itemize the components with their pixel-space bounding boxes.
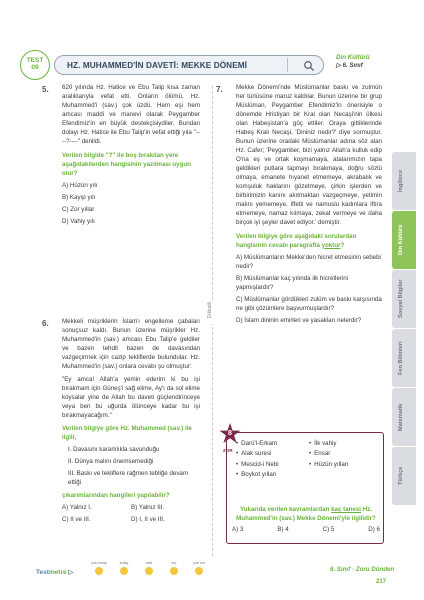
question-number: 8 <box>228 430 232 437</box>
tab-label: Matematik <box>398 403 404 431</box>
options-row <box>62 516 200 525</box>
concept-item: • Ensar <box>309 450 382 459</box>
options-list <box>62 182 200 227</box>
face-label: orta <box>145 561 153 565</box>
tab-label: Sosyal Bilgiler <box>398 279 404 319</box>
question-prompt <box>236 233 382 251</box>
option-a[interactable]: A) Hüzün yılı <box>62 181 98 189</box>
tab-fen-bilimleri[interactable] <box>392 329 416 387</box>
statement-item: I. Davasını kararlılıkla savunduğu <box>68 445 160 453</box>
test-label: TEST <box>26 57 44 64</box>
prompt-end: Hz. Muhammed'in (sav.) Mekke Dönemi'yle ilgilidir? <box>236 506 376 522</box>
logo-part: Test <box>36 569 49 576</box>
tab-label: Fen Bilimleri <box>398 341 404 375</box>
option-b[interactable]: B) Müslümanlar kaç yılında ilk hicretlerini yapmışlardır? <box>236 274 349 291</box>
option-a[interactable]: A) 3 <box>232 526 244 533</box>
question-6 <box>42 318 200 525</box>
tab-sosyal-bilgiler[interactable] <box>392 270 416 328</box>
face-label: çok kolay <box>91 561 107 565</box>
smiley-icon <box>145 567 153 575</box>
options-list <box>236 254 382 326</box>
tab-label: İngilizce <box>398 169 404 193</box>
difficulty-level[interactable] <box>115 562 133 579</box>
side-note-text: Dikkatli <box>207 302 213 319</box>
side-note <box>205 300 219 324</box>
tab-label: Türkçe <box>398 466 404 486</box>
difficulty-level[interactable] <box>165 562 183 579</box>
logo-part: metre <box>48 569 67 576</box>
option-b[interactable]: B) Yalnız III. <box>131 503 165 511</box>
page-header <box>26 54 328 76</box>
grade-label: 6. Sınıf <box>342 62 363 70</box>
concept-list <box>236 440 382 480</box>
difficulty-level[interactable] <box>190 562 208 579</box>
option-d[interactable]: D) Vahiy yılı <box>62 217 95 225</box>
prompt-end: ? <box>340 241 345 249</box>
prompt-text: Yukarıda verilen kavramlardan <box>239 506 332 513</box>
option-c[interactable]: C) 5 <box>322 526 335 533</box>
smiley-icon <box>170 567 178 575</box>
question-text: Mekke Dönemi'nde Müslümanlar baskı ve zulmün her türlüsüne maruz kaldılar. Bunun üzerine bir grup Müslüman, Peygamber Efendimiz'in önerisiyle o dönemde Hristiyan bir Kral olan Necaşi'nin ülkesi olan Habeşistan'a göç ettiler. Oraya gittiklerinde Habeş Kralı Necaşi, 'Dininiz nedir?' diye sormuştur. Bunun üzerine oradaki Müslümanlar adına söz alan Hz. Cafer; 'Peygamber, bizi yalnız Allah'a kulluk edip O'na eş ve ortak koşmamaya, atalarımızın tapa geldikleri putlara tapmayı bırakmaya, doğru sözlü olmaya, emanete hıyanet etmemeye, akrabalık ve komşuluk haklarını gözetmeye, çirkin işlerden ve birbirimizin kanını akıtmaktan vazgeçmeye, yetimin malını yememeye, iffetli ve namuslu kadınlara iftira etmemeye, namaz kılmaya, zekat vermeye ve daha birçok iyi şeyler davet ediyor.' demiştir. <box>236 84 382 226</box>
question-number: 5. <box>42 85 49 94</box>
statement-item: III. Baskı ve tekliflere rağmen tebliğe devam ettiği <box>68 469 189 486</box>
option-c[interactable]: C) Müslümanlar gördükleri zulüm ve baskı karşısında ne gibi çözümlere başvurmuşlardır? <box>236 295 382 312</box>
option-c[interactable]: C) Zor yıllar <box>62 205 95 213</box>
hard-label: ZOR <box>223 448 233 453</box>
search-icon[interactable] <box>303 60 315 72</box>
difficulty-level[interactable] <box>140 562 158 579</box>
question-text: Mekkeli müşriklerin İslam'ı engelleme çabaları sonuçsuz kaldı. Bunun üzerine müşrikler Hz. Muhammed'in (sav.) amcası Ebu Talip'e geldiler ve bazen tehdit bazen de davasından vazgeçirmek için cazip tekliflerde bulundular. Hz. Muhammed'in (sav.) onlara cevabı şu olmuştur: <box>62 318 200 370</box>
question-prompt: Verilen bilgiye göre Hz. Muhammed (sav.) ile ilgili; <box>62 424 192 441</box>
prompt-emphasis: yoktur <box>321 241 341 249</box>
title-bar <box>54 55 324 75</box>
test-badge <box>20 50 50 80</box>
page-number: 217 <box>376 579 387 585</box>
concept-item: • Mescid-i Nebi <box>236 461 309 470</box>
concept-item: • Alak suresi <box>236 450 309 459</box>
question-number: 7. <box>216 85 223 94</box>
question-prompt: Verilen bilgide "?" ile boş bırakılan yere aşağıdakilerden hangisinin yazılması uygun olur? <box>62 151 191 177</box>
difficulty-level[interactable] <box>90 562 108 579</box>
smiley-icon <box>95 567 103 575</box>
difficulty-meter <box>90 562 208 579</box>
tab-label: Din Kültürü <box>398 224 404 256</box>
smiley-icon <box>120 567 128 575</box>
option-d[interactable]: D) I, II ve III. <box>131 515 165 523</box>
option-a[interactable]: A) Yalnız I. <box>62 503 92 511</box>
concept-item: • Darü'l-Erkam <box>236 440 309 449</box>
brand-subject: Din Kültürü <box>336 54 370 61</box>
option-b[interactable]: B) 4 <box>277 526 289 533</box>
prompt-emphasis: kaç tanesi <box>331 506 362 513</box>
options-row <box>232 526 380 535</box>
concept-item: • İlk vahiy <box>309 440 382 449</box>
question-number: 6. <box>42 319 49 328</box>
tab-turkce[interactable] <box>392 447 416 505</box>
question-quote: "Ey amca! Allah'a yemin ederim ki bu işi bırakmam için Güneş'i sağ elime, Ay'ı da sol elime koysalar yine de Allah bu daveti güçlendirinceye veya ben bu uğurda ölünceye kadar bu işi bırakmayacağım." <box>62 375 200 419</box>
concept-item: • Boykot yılları <box>236 471 309 480</box>
tab-ingilizce[interactable] <box>392 152 416 210</box>
face-label: kolay <box>119 561 129 565</box>
subject-tabs <box>392 152 416 506</box>
option-d[interactable]: D) İslam dininin emirleri ve yasakları nelerdir? <box>236 316 362 324</box>
test-number: 09 <box>31 63 39 71</box>
question-prompt <box>234 506 378 524</box>
option-c[interactable]: C) II ve III. <box>62 515 91 523</box>
tab-din-kulturu[interactable] <box>392 211 416 269</box>
title-divider <box>287 58 288 72</box>
option-a[interactable]: A) Müslümanların Mekke'den hicret etmesinin sebebi nedir? <box>236 253 381 270</box>
face-label: zor <box>171 561 177 565</box>
face-label: çok zor <box>192 561 206 565</box>
question-text: 620 yılında Hz. Hatice ve Ebu Talip kısa zaman aralıklarıyla vefat etti. Onların ölümü, Hz. Muhammed'i (sav.) çok üzdü. Hem eşi hem amcası maddi ve manevi olarak Peygamber Efendimiz'in en büyük destekçisiydiler. Bundan dolayı Hz. Hatice ile Ebu Talip'in vefat ettiği yıla "----?----" denildi. <box>62 84 200 145</box>
testmetre-logo: Testmetre ▷ <box>36 569 74 576</box>
tab-matematik[interactable] <box>392 388 416 446</box>
brand-grade: ▷ 6. Sınıf <box>336 62 363 70</box>
concept-item: • Hüzün yılları <box>309 461 382 470</box>
smiley-icon <box>195 567 203 575</box>
statement-item: II. Dünya malını önemsemediği <box>68 457 154 465</box>
options-row <box>62 504 200 513</box>
option-d[interactable]: D) 6 <box>368 526 380 533</box>
question-7 <box>216 84 382 326</box>
option-b[interactable]: B) Kayıp yılı <box>62 193 96 201</box>
prompt-text: Verilen bilgiye göre aşağıdaki sorulardan hangisinin cevabı paragrafta <box>236 232 357 249</box>
series-label: 6. Sınıf · Zoru Dünden <box>330 566 395 573</box>
brand <box>336 54 406 71</box>
statement-list <box>62 446 200 488</box>
question-subprompt: çıkarımlarından hangileri yapılabilir? <box>62 491 170 499</box>
page-title: HZ. MUHAMMED'İN DAVETİ: MEKKE DÖNEMİ <box>67 61 248 70</box>
question-5 <box>42 84 200 227</box>
